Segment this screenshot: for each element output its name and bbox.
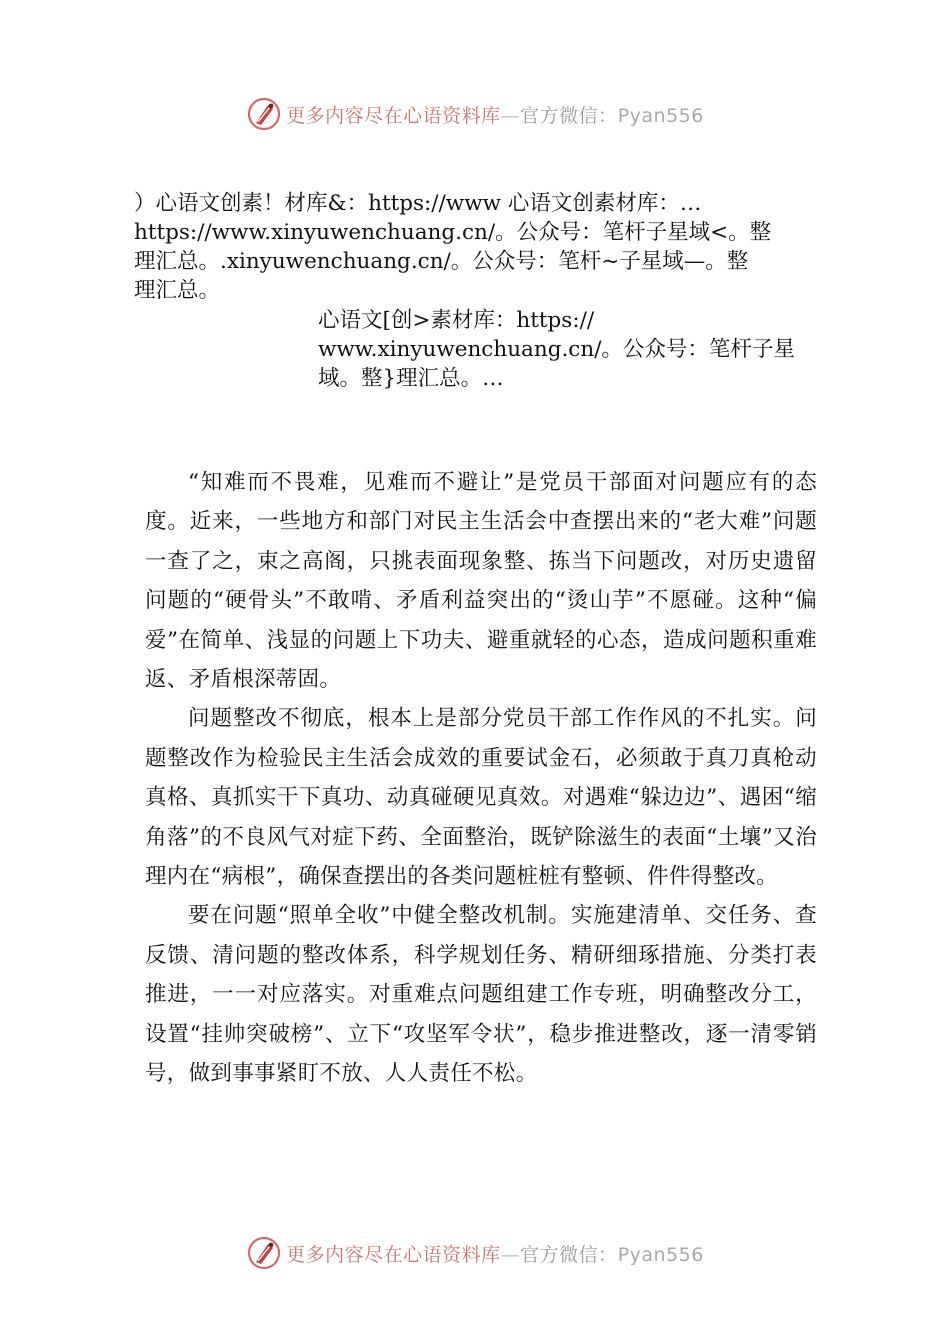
watermark-line: ）心语文创素！材库&：https://www 心语文创素材库：…: [134, 191, 702, 216]
watermark-line: www.xinyuwenchuang.cn/。公众号：笔杆子星: [318, 337, 795, 362]
paragraph: 问题整改不彻底，根本上是部分党员干部工作作风的不扎实。问题整改作为检验民主生活会成效的重要试金石，必须敢于真刀真枪动真格、真抓实干下真功、动真碰硬见真效。对遇难“躲边边”、遇困“缩角落”的不良风气对症下药、全面整治，既铲除滋生的表面“土壤”又治理内在“病根”，确保查摆出的各类问题桩桩有整顿、件件得整改。: [145, 706, 817, 890]
banner-wechat-label: 官方微信：: [520, 104, 618, 127]
watermark-line: 理汇总。: [134, 278, 221, 303]
banner-main-text: 更多内容尽在心语资料库: [286, 104, 501, 127]
banner-separator: —: [500, 104, 521, 127]
watermark-line: 心语文[创>素材库：https://: [318, 308, 595, 333]
watermark-line: https://www.xinyuwenchuang.cn/。公众号：笔杆子星域<。整: [134, 220, 772, 245]
banner-text: [286, 1240, 704, 1267]
footer-banner: [0, 1231, 950, 1275]
banner-wechat-id: Pyan556: [617, 1243, 704, 1266]
banner-wechat-label: 官方微信：: [520, 1243, 618, 1266]
article-body: [145, 463, 817, 1094]
banner-text: [286, 101, 704, 128]
banner-main-text: 更多内容尽在心语资料库: [286, 1243, 501, 1266]
pen-nib-logo-icon: [246, 96, 282, 132]
pen-nib-logo-icon: [246, 1235, 282, 1271]
banner-separator: —: [500, 1243, 521, 1266]
paragraph: 要在问题“照单全收”中健全整改机制。实施建清单、交任务、查反馈、清问题的整改体系，科学规划任务、精研细琢措施、分类打表推进，一一对应落实。对重难点问题组建工作专班，明确整改分工，设置“挂帅突破榜”、立下“攻坚军令状”，稳步推进整改，逐一清零销号，做到事事紧盯不放、人人责任不松。: [145, 903, 817, 1087]
watermark-line: 域。整}理汇总。…: [318, 366, 504, 391]
banner-wechat-id: Pyan556: [617, 104, 704, 127]
header-banner: [0, 92, 950, 136]
paragraph: “知难而不畏难，见难而不避让”是党员干部面对问题应有的态度。近来，一些地方和部门对民主生活会中查摆出来的“老大难”问题一查了之，束之高阁，只挑表面现象整、拣当下问题改，对历史遗留问题的“硬骨头”不敢啃、矛盾利益突出的“烫山芋”不愿碰。这种“偏爱”在简单、浅显的问题上下功夫、避重就轻的心态，造成问题积重难返、矛盾根深蒂固。: [145, 470, 817, 693]
watermark-line: 理汇总。.xinyuwenchuang.cn/。公众号：笔杆~子星域—。整: [134, 249, 749, 274]
